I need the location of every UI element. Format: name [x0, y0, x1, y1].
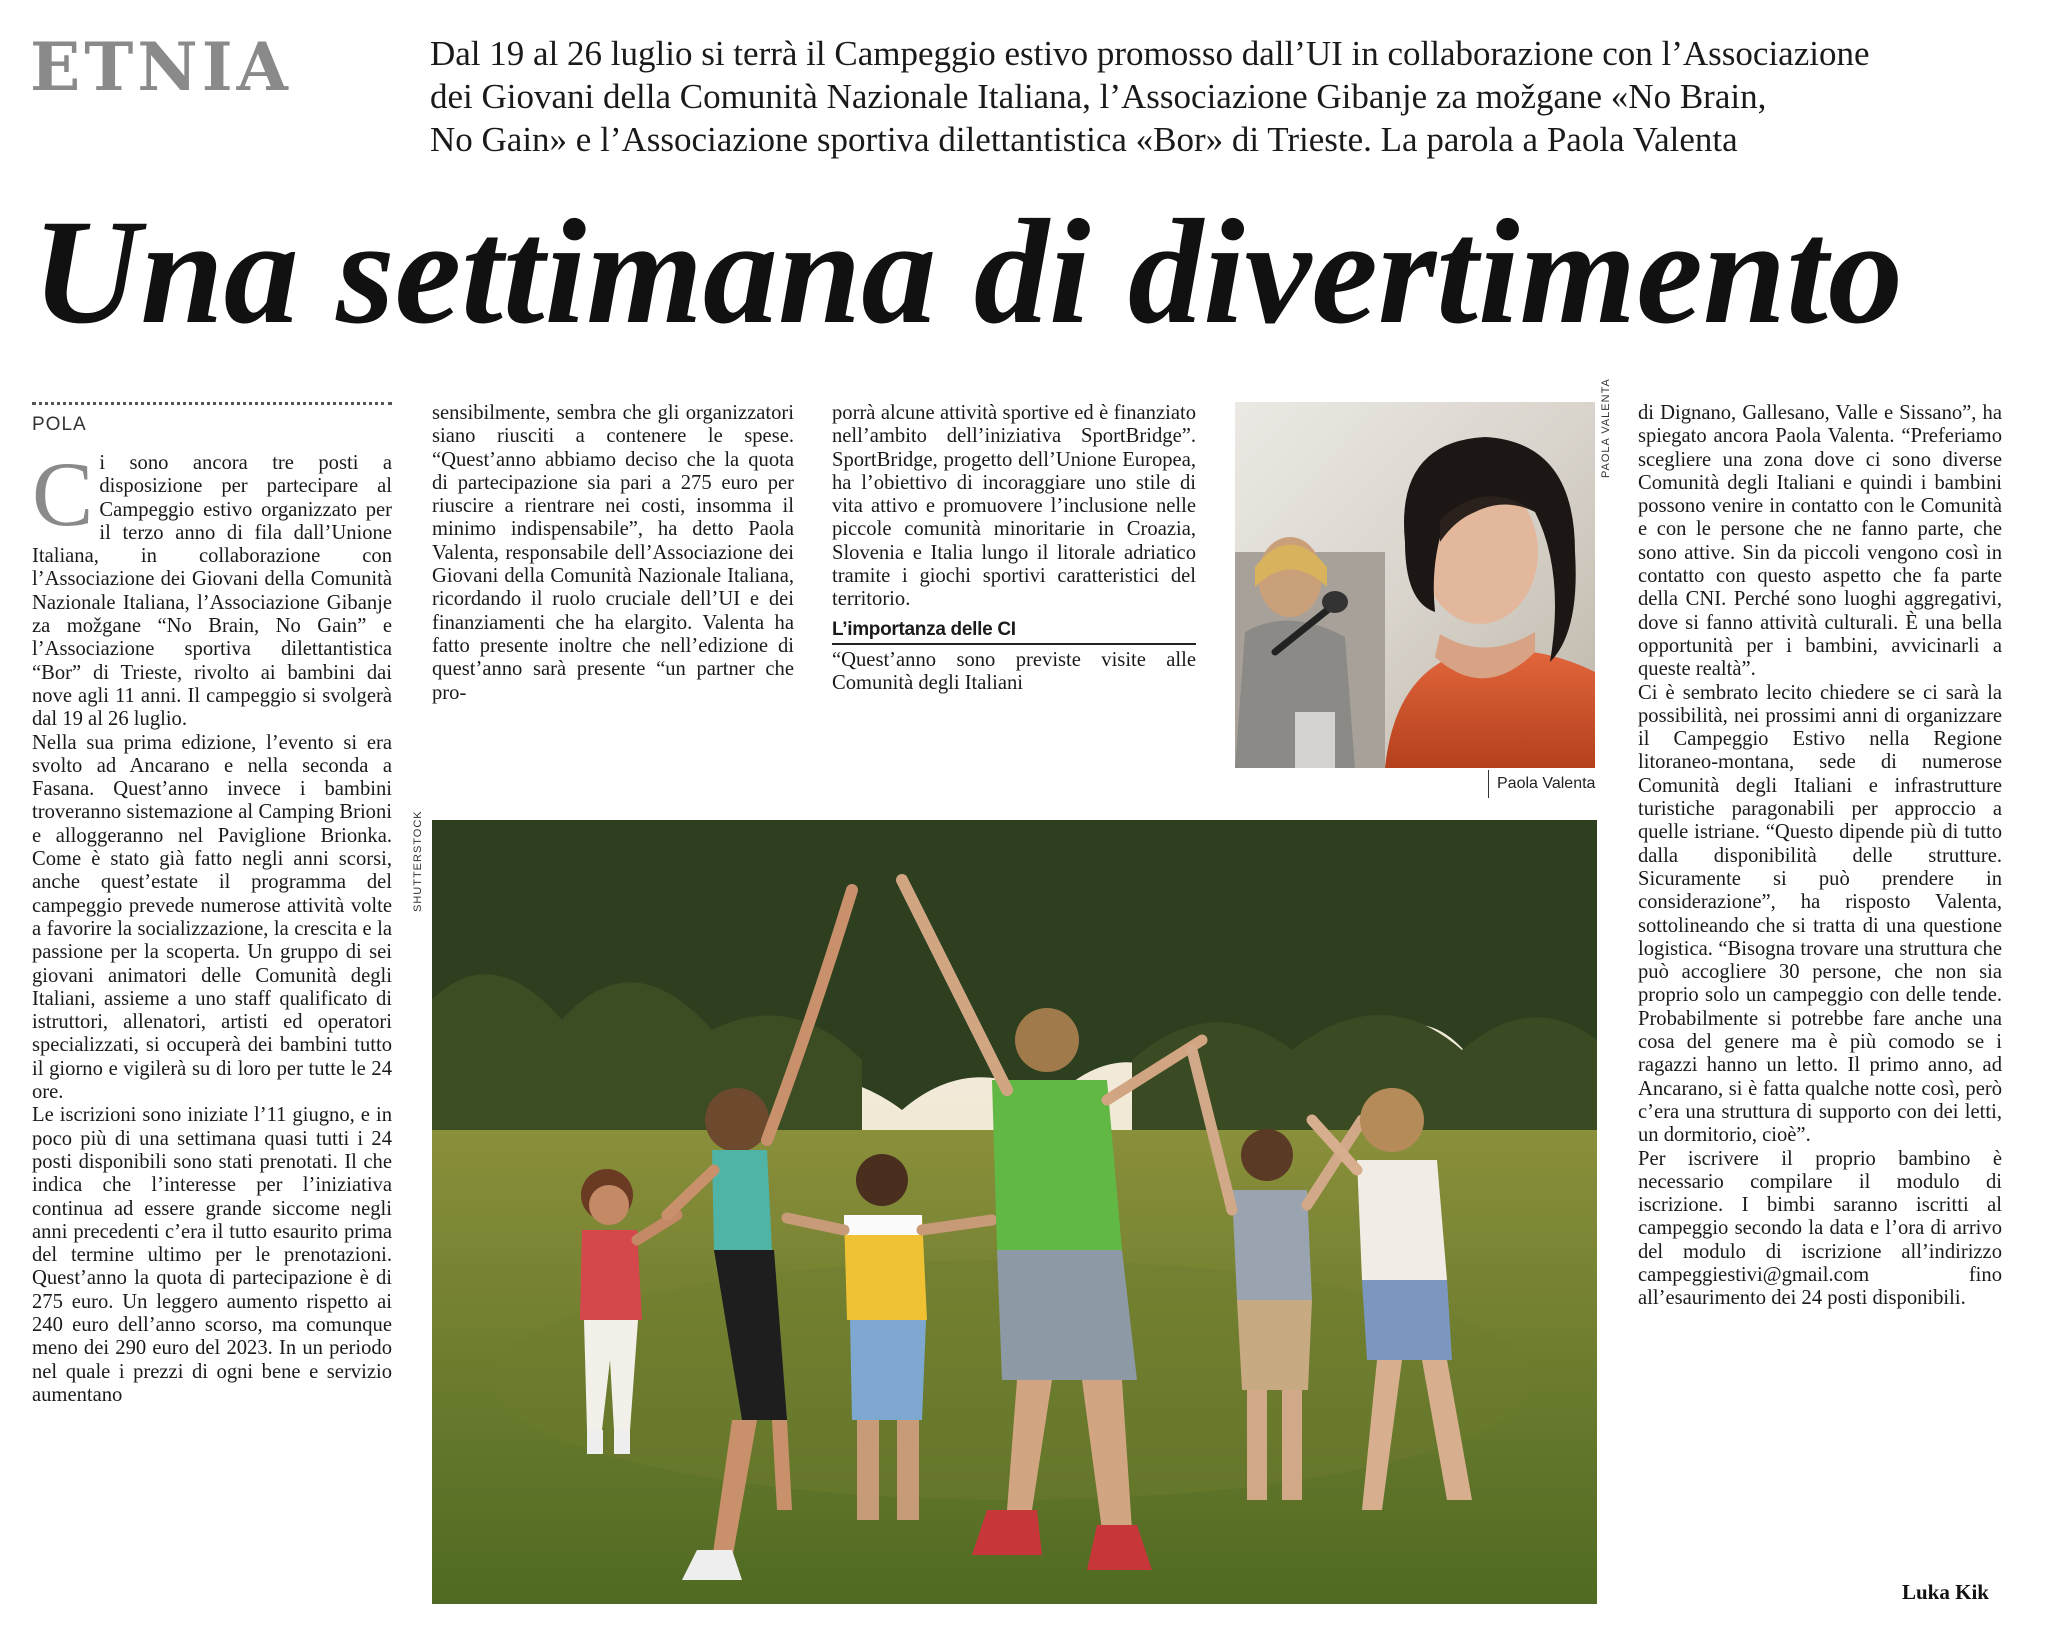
paragraph: Ci è sembrato lecito chiedere se ci sarà la possibilità, nei prossimi anni di organizzare il Campeggio Estivo nella Regione litoraneo-montana, sede di numerose Comunità degli Italiani e infrastrutture turistiche paragonabili per approccio a quelle istriane. “Questo dipende più di tutto dalla disponibilità delle strutture. Sicuramente si può prendere in considerazione”, ha risposto Valenta, sottolineando che si tratta di una questione logistica. “Bisogna trovare una struttura che può accogliere 30 persone, che non sia proprio solo un campeggio con delle tende. Probabilmente si potrebbe fare anche una cosa del genere ma è più comodo se i ragazzi hanno un letto. Il primo anno, ad Ancarano, si è fatta qualche notte così, però c’era una struttura di supporto con dei letti, un dormitorio, cioè”. — [1638, 681, 2002, 1147]
subhead — [430, 32, 2020, 161]
subhead-line: dei Giovani della Comunità Nazionale Italiana, l’Associazione Gibanje za možgane «No Brain, — [430, 77, 1767, 116]
subhead-line: No Gain» e l’Associazione sportiva dilettantistica «Bor» di Trieste. La parola a Paola Valenta — [430, 120, 1738, 159]
subsection-title: L’importanza delle CI — [832, 618, 1196, 645]
article-column-2 — [432, 402, 794, 787]
dropcap: C — [32, 452, 94, 545]
paragraph: Nella sua prima edizione, l’evento si era svolto ad Ancarano e nella seconda a Fasana. Quest’anno invece i bambini troveranno sistemazione al Camping Brioni e alloggeranno nel Paviglione Brionka. Come è stato già fatto negli anni scorsi, anche quest’estate il programma del campeggio prevede numerose attività volte a favorire la socializzazione, la crescita e la passione per la scoperta. Un gruppo di sei giovani animatori delle Comunità degli Italiani, assieme a uno staff qualificato di istruttori, allenatori, artisti ed operatori specializzati, si occuperà dei bambini tutto il giorno e vigilerà su di loro per tutte le 24 ore. — [32, 731, 392, 1104]
dateline: POLA — [32, 414, 87, 435]
section-label: ETNIA — [30, 28, 292, 106]
paragraph: i sono ancora tre posti a disposizione per partecipare al Campeggio estivo organizzato per il terzo anno di fila dall’Unione Italiana, in collaborazione con l’Associazione dei Giovani della Comunità Nazionale Italiana, l’Associazione Gibanje za možgane “No Brain, No Gain” e l’Associazione sportiva dilettantistica “Bor” di Trieste, rivolto ai bambini dai nove agli 11 anni. Il campeggio si svolgerà dal 19 al 26 luglio. — [32, 452, 392, 731]
article-column-3 — [832, 402, 1196, 787]
main-photo-credit: SHUTTERSTOCK — [412, 810, 424, 912]
paragraph: porrà alcune attività sportive ed è finanziato nell’ambito dell’iniziativa SportBridge”. SportBridge, progetto dell’Unione Europea, ha l’obiettivo di incoraggiare uno stile di vita attivo e promuovere l’inclusione nelle piccole comunità minoritarie in Croazia, Slovenia e Italia lungo il litorale adriatico tramite i giochi sportivi caratteristici del territorio. — [832, 402, 1196, 611]
paragraph: “Quest’anno sono previste visite alle Comunità degli Italiani — [832, 648, 1196, 695]
article-column-4 — [1638, 402, 2002, 1572]
headline: Una settimana di divertimento — [32, 189, 1903, 355]
portrait-caption: Paola Valenta — [1497, 775, 1596, 792]
children-dancing-illustration — [432, 820, 1597, 1604]
portrait-credit: PAOLA VALENTA — [1600, 378, 1612, 478]
main-photo — [432, 820, 1597, 1604]
article-column-1 — [32, 452, 392, 1612]
portrait-photo — [1235, 402, 1595, 768]
paragraph: sensibilmente, sembra che gli organizzatori siano riusciti a contenere le spese. “Quest’anno abbiamo deciso che la quota di partecipazione sia pari a 275 euro per riuscire a rientrare nei costi, insomma il minimo indispensabile”, ha detto Paola Valenta, responsabile dell’Associazione dei Giovani della Comunità Nazionale Italiana, ricordando il ruolo cruciale dell’UI e dei finanziamenti che ha elargito. Valenta ha fatto presente inoltre che nell’edizione di quest’anno sarà presente “un partner che pro- — [432, 402, 794, 704]
paragraph: Le iscrizioni sono iniziate l’11 giugno, e in poco più di una settimana quasi tutti i 24 posti disponibili sono stati prenotati. Il che indica che l’interesse per l’iniziativa continua ad essere grande siccome negli anni precedenti c’era il tutto esaurito prima del termine ultimo per le prenotazioni. Quest’anno la quota di partecipazione è di 275 euro. Un leggero aumento rispetto ai 240 euro dell’anno scorso, ma comunque meno dei 290 euro del 2023. In un periodo nel quale i prezzi di ogni bene e servizio aumentano — [32, 1104, 392, 1406]
subhead-line: Dal 19 al 26 luglio si terrà il Campeggio estivo promosso dall’UI in collaborazione con l’Associazione — [430, 34, 1870, 73]
paragraph: Per iscrivere il proprio bambino è necessario compilare il modulo di iscrizione. I bimbi saranno iscritti al campeggio secondo la data e l’ora di arrivo del modulo di iscrizione all’indirizzo campeggiestivi@gmail.com fino all’esaurimento dei 24 posti disponibili. — [1638, 1147, 2002, 1310]
author-signature: Luka Kik — [1902, 1580, 1989, 1604]
dateline-rule — [32, 402, 392, 405]
paragraph: di Dignano, Gallesano, Valle e Sissano”, ha spiegato ancora Paola Valenta. “Preferiamo scegliere una zona dove ci sono diverse Comunità degli Italiani e quindi i bambini possono venire in contatto con le Comunità e con le persone che ne fanno parte, che sono attive. Sin da piccoli vengono così in contatto con questo aspetto che fa parte della CNI. Perché sono luoghi aggregativi, dove si fanno attività culturali. È una bella opportunità per i bambini, avvicinarli a queste realtà”. — [1638, 402, 2002, 681]
portrait-illustration — [1235, 402, 1595, 768]
caption-rule — [1488, 770, 1489, 798]
